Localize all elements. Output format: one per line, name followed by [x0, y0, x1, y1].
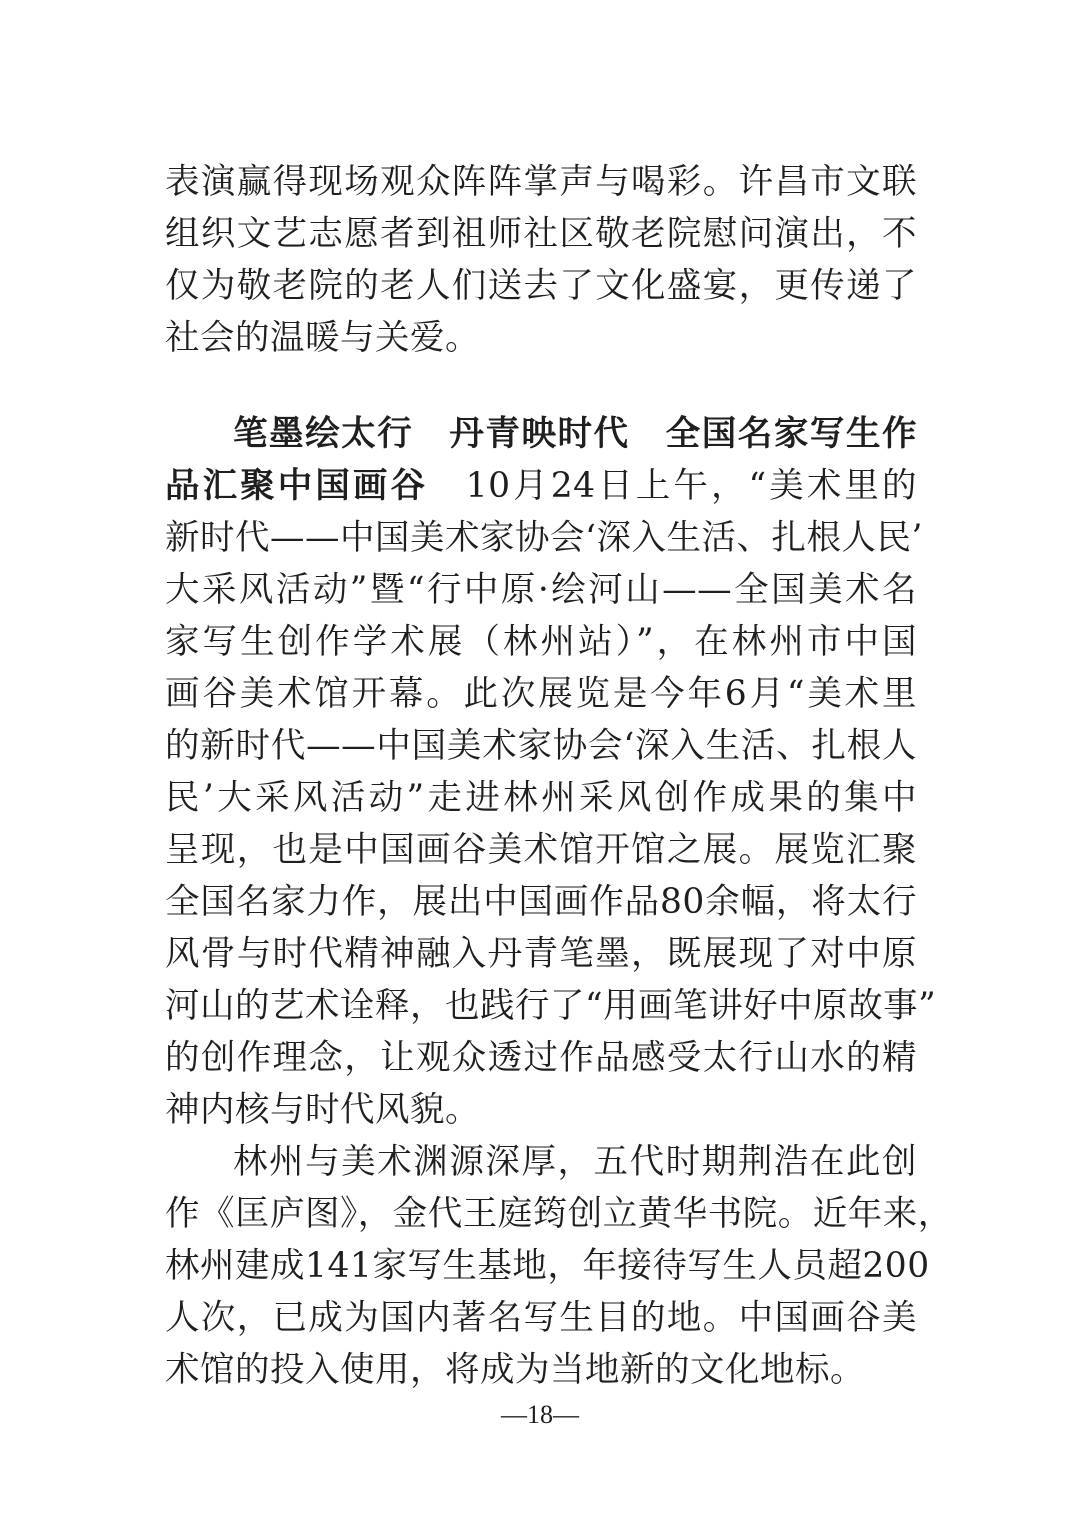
text-line: 风骨与时代精神融入丹青笔墨，既展现了对中原	[165, 934, 917, 974]
text-line: 林州建成141家写生基地，年接待写生人员超200	[165, 1246, 930, 1286]
text-line: 神内核与时代风貌。	[165, 1090, 480, 1130]
text-line: 河山的艺术诠释，也践行了“用画笔讲好中原故事”	[165, 986, 937, 1026]
text-line: 林州与美术渊源深厚，五代时期荆浩在此创	[233, 1142, 917, 1182]
section-headline-continued: 品汇聚中国画谷	[165, 466, 429, 506]
text-line: 的新时代——中国美术家协会‘深入生活、扎根人	[165, 726, 917, 766]
section-headline: 笔墨绘太行 丹青映时代 全国名家写生作	[233, 414, 917, 454]
text-line: 表演赢得现场观众阵阵掌声与喝彩。许昌市文联	[165, 162, 917, 202]
page-number: —18—	[501, 1400, 579, 1429]
text-line: 术馆的投入使用，将成为当地新的文化地标。	[165, 1350, 865, 1390]
text-line: 组织文艺志愿者到祖师社区敬老院慰问演出，不	[165, 214, 917, 254]
text-line: 新时代——中国美术家协会‘深入生活、扎根人民’	[165, 518, 923, 558]
text-line: 作《匡庐图》，金代王庭筠创立黄华书院。近年来，	[165, 1194, 953, 1234]
text-line: 的创作理念，让观众透过作品感受太行山水的精	[165, 1038, 917, 1078]
text-line: 全国名家力作，展出中国画作品80余幅，将太行	[165, 882, 917, 922]
body-text: 10月24日上午，“美术里的	[428, 466, 918, 506]
text-line: 家写生创作学术展（林州站）”，在林州市中国	[165, 622, 917, 662]
text-line: 民’大采风活动”走进林州采风创作成果的集中	[165, 778, 917, 818]
text-line: 画谷美术馆开幕。此次展览是今年6月“美术里	[165, 674, 917, 714]
text-line: 呈现，也是中国画谷美术馆开馆之展。展览汇聚	[165, 830, 917, 870]
text-line: 人次，已成为国内著名写生目的地。中国画谷美	[165, 1298, 917, 1338]
text-line	[165, 460, 917, 512]
text-line: 仅为敬老院的老人们送去了文化盛宴，更传递了	[165, 266, 917, 306]
text-line: 社会的温暖与关爱。	[165, 318, 480, 358]
text-line: 大采风活动”暨“行中原·绘河山——全国美术名	[165, 570, 917, 610]
